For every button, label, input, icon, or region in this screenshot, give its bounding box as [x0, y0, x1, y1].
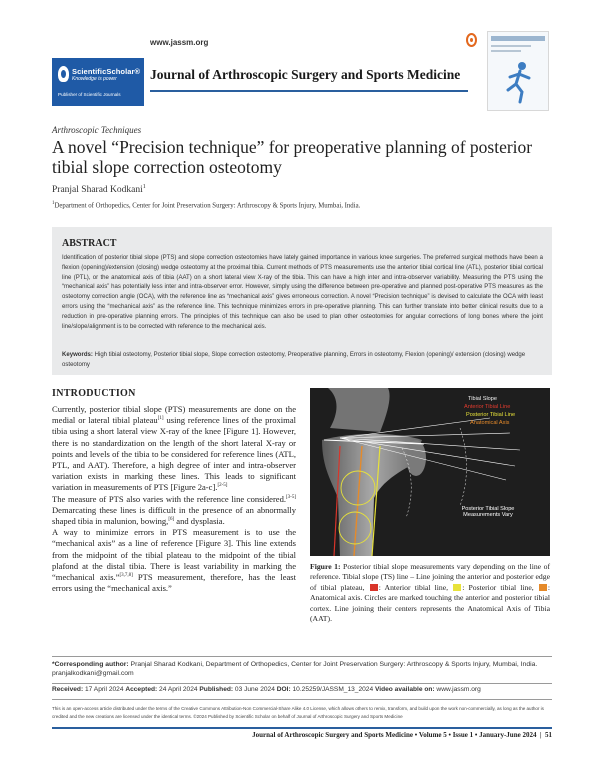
author-line	[52, 184, 146, 195]
publisher-brand: ScientificScholar®	[72, 67, 141, 76]
keywords-text: High tibial osteotomy, Posterior tibial slope, Slope correction osteotomy, Preoperative planning, Errors in osteotomy, Flexion (opening)/ extension (closing) wedge osteotomy	[62, 352, 526, 368]
author-name: Pranjal Sharad Kodkani	[52, 185, 143, 196]
caption-text: : Anterior tibial line,	[378, 582, 449, 592]
abstract-box	[52, 227, 552, 375]
affiliation-line	[52, 201, 360, 209]
open-access-lock-icon	[466, 33, 477, 47]
posterior-line-swatch-icon	[453, 584, 461, 591]
label-anterior-tibial-line: Anterior Tibial Line	[464, 404, 511, 410]
footer-divider	[52, 699, 552, 700]
introduction-heading: INTRODUCTION	[52, 388, 136, 399]
keywords-line	[62, 351, 543, 371]
text-run: The measure of PTS also varies with the reference line considered.	[52, 493, 286, 504]
figure-1-caption	[310, 562, 550, 624]
footer-divider	[52, 683, 552, 684]
corresponding-text: Pranjal Sharad Kodkani, Department of Orthopedics, Center for Joint Preservation Surgery: Arthroscopy & Sports Injury, Mumbai, India. pranjalkodkani@gmail.com	[52, 661, 538, 678]
text-run: using reference lines of the proximal tibia using a short lateral view X-ray of the knee [Figure 1]. However, there is no standardization on the length of the short lateral X-ray or points and levels of the tibia to be considered for reference lines (ATL, PTL, and AAT). Therefore, a high degree of inter and intra-observer variation exists in marking these lines. This leads to significant variation in measurements of PTS [Figure 2a-c].	[52, 415, 296, 493]
caption-text: : Anatomical axis. Circles are marked touching the anterior and posterior tibial cortex. Line joining their centers represents the Anatomical Axis of Tibia (AAT).	[310, 582, 550, 624]
abstract-heading: ABSTRACT	[62, 238, 117, 249]
figure-caption-label: Figure 1:	[310, 562, 341, 571]
affiliation-text: Department of Orthopedics, Center for Joint Preservation Surgery: Arthroscopy & Sports Injury, Mumbai, India.	[54, 202, 361, 210]
introduction-paragraph-3	[52, 527, 296, 594]
journal-url-link[interactable]: www.jassm.org	[150, 38, 209, 47]
introduction-paragraph-2	[52, 494, 296, 528]
cover-header-bar	[491, 36, 545, 41]
article-dates	[52, 686, 552, 693]
received-date: 17 April 2024	[83, 686, 126, 693]
published-label: Published:	[199, 686, 234, 693]
article-section-label: Arthroscopic Techniques	[52, 125, 142, 135]
text-run: PTS measurement, therefore, has the least errors using the “mechanical axis.”	[52, 572, 296, 594]
footer-divider	[52, 656, 552, 657]
scientific-scholar-logo-icon	[58, 66, 69, 82]
introduction-paragraph-1	[52, 404, 296, 494]
citation-link[interactable]: [3-5]	[286, 494, 296, 500]
anatomical-axis-swatch-icon	[539, 584, 547, 591]
citation-link[interactable]: [2-5]	[217, 483, 228, 489]
footer-journal-line: Journal of Arthroscopic Surgery and Sports Medicine • Volume 5 • Issue 1 • January-June 2024	[252, 731, 537, 739]
footer-separator: |	[539, 731, 542, 739]
page-number: 51	[545, 731, 552, 739]
doi-label: DOI:	[276, 686, 291, 693]
cover-text-line	[491, 45, 531, 47]
citation-link[interactable]: [6]	[168, 517, 175, 523]
license-text: This is an open-access article distributed under the terms of the Creative Commons Attribution-Non Commercial-Share Alike 4.0 License, which allows others to remix, transform, and build upon the work non-commercially, as long as the author is credited and the new creations are licensed under the identical terms. ©2024 Published by Scientific Scholar on behalf of Journal of Arthroscopic Surgery and Sports Medicine	[52, 706, 544, 719]
footer-accent-rule	[52, 727, 552, 729]
label-pts-vary: Posterior Tibial Slope Measurements Vary	[461, 506, 515, 518]
accepted-date: 24 April 2024	[157, 686, 200, 693]
publisher-tagline: Knowledge is power	[72, 76, 117, 82]
article-title: A novel “Precision technique” for preoperative planning of posterior tibial slope correction osteotomy	[52, 137, 533, 177]
fibula-head	[406, 440, 426, 476]
video-label: Video available on:	[374, 686, 435, 693]
abstract-text: Identification of posterior tibial slope (PTS) and slope correction osteotomies have lately gained importance in various knee surgeries. The preferred surgical methods have been a flexion (opening)/extension (closing) wedge osteotomy at the proximal tibia. Current methods of PTS measurements use the anterior tibial cortical line (ATL), posterior tibial cortical line (PTL), or the anatomical axis of tibia (AAT) on a short lateral view X-ray of the tibia. This can have a high inter and intra-observer variability. Measuring the PTS using the “mechanical axis” has potentially less inter and intra-observer error. However, simply using the difference between pre-operative and planned post-operative PTS measures as the osteotomy correction angle (OCA), with the reference line as “mechanical axis” gives erroneous correction. A novel “Precision technique” is devised to calculate the OCA with least errors using the “mechanical axis” as the reference line. This technique minimizes errors in pre-operative planning. This can further translate into better clinical results due to a reduction in pre-operative planning errors. The principles of this technique can also be used to plan other osteotomies for angular corrections of long bones where the joint line/slope/alignment is to be corrected with reference to the mechanical axis.	[62, 255, 543, 330]
author-affiliation-marker: 1	[142, 184, 146, 190]
caption-text: Posterior tibial slope measurements vary depending on the line of reference. Tibial slope (TS) line – Line joining the anterior and posterior edge of tibial plateau,	[310, 562, 550, 592]
header-divider	[150, 90, 468, 92]
doi-link[interactable]: 10.25259/JASSM_13_2024	[290, 686, 375, 693]
figure-1-xray	[310, 388, 550, 556]
label-tibial-slope: Tibial Slope	[468, 396, 498, 402]
femur-condyle	[328, 388, 390, 432]
journal-cover-thumbnail	[487, 31, 549, 111]
received-label: Received:	[52, 686, 84, 693]
text-run: Demarcating these lines is difficult in the presence of an abnormally shaped tibia in malunion, bowing,	[52, 504, 296, 527]
text-run: and dysplasia.	[174, 516, 225, 527]
cover-text-line	[491, 50, 521, 52]
label-anatomical-axis: Anatomical Axis	[470, 420, 510, 426]
corresponding-author	[52, 660, 552, 679]
anterior-line-swatch-icon	[370, 584, 378, 591]
cover-runner-icon	[502, 60, 536, 104]
accepted-label: Accepted:	[125, 686, 158, 693]
publisher-logo	[52, 58, 144, 106]
journal-footer	[52, 731, 552, 742]
keywords-label: Keywords:	[62, 352, 93, 358]
affiliation-marker: 1	[52, 201, 55, 206]
text-run: A way to minimize errors in PTS measurement is to use the “mechanical axis” as a line of reference [Figure 3]. This line extends from the midpoint of the tibial plateau to the midpoint of the tibial plafond at the distal tibia. There is least variability in marking the “mechanical axis.”	[52, 527, 296, 583]
text-run: Currently, posterior tibial slope (PTS) measurements are done on the medial or lateral tibial plateau	[52, 404, 296, 426]
introduction-body	[52, 404, 296, 594]
corresponding-label: *Corresponding author:	[52, 661, 129, 668]
citation-link[interactable]: [3,7,8]	[119, 573, 133, 579]
video-link[interactable]: www.jassm.org	[434, 686, 481, 693]
publisher-subtitle: Publisher of Scientific Journals	[58, 92, 121, 97]
journal-title: Journal of Arthroscopic Surgery and Sports Medicine	[150, 67, 461, 82]
caption-text: : Posterior tibial line,	[462, 582, 534, 592]
published-date: 03 June 2024	[233, 686, 277, 693]
label-posterior-tibial-line: Posterior Tibial Line	[466, 412, 516, 418]
citation-link[interactable]: [1]	[157, 416, 164, 422]
